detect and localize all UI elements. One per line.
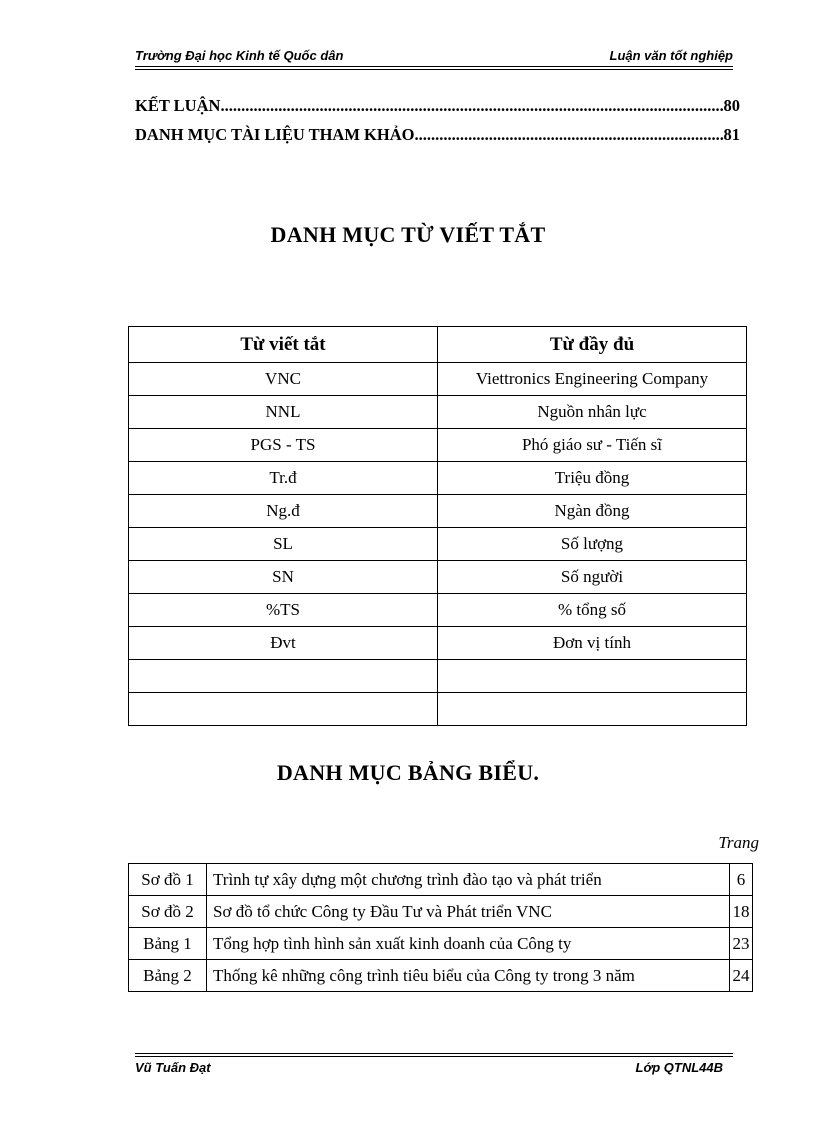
abbr-short: NNL bbox=[129, 396, 438, 429]
figure-title: Trình tự xây dựng một chương trình đào tạo và phát triển bbox=[207, 864, 730, 896]
footer-rule bbox=[135, 1053, 733, 1054]
figure-id: Sơ đồ 2 bbox=[129, 896, 207, 928]
abbr-full: Đơn vị tính bbox=[438, 627, 747, 660]
page-footer bbox=[135, 1060, 733, 1076]
abbr-full: % tổng số bbox=[438, 594, 747, 627]
figure-page: 23 bbox=[730, 928, 753, 960]
toc-leader bbox=[414, 125, 723, 145]
footer-class: Lớp QTNL44B bbox=[635, 1060, 723, 1075]
footer-author: Vũ Tuấn Đạt bbox=[135, 1060, 211, 1075]
tables-list-heading: DANH MỤC BẢNG BIỂU. bbox=[276, 760, 540, 785]
abbr-short: Đvt bbox=[129, 627, 438, 660]
empty-cell bbox=[438, 660, 747, 693]
empty-cell bbox=[129, 660, 438, 693]
table-row bbox=[129, 627, 747, 660]
table-row bbox=[129, 864, 753, 896]
figure-id: Bảng 2 bbox=[129, 960, 207, 992]
abbr-full: Phó giáo sư - Tiến sĩ bbox=[438, 429, 747, 462]
toc-page: 80 bbox=[723, 96, 740, 115]
table-row bbox=[129, 528, 747, 561]
figure-id: Sơ đồ 1 bbox=[129, 864, 207, 896]
table-row bbox=[129, 462, 747, 495]
abbr-short: SL bbox=[129, 528, 438, 561]
abbr-full: Số lượng bbox=[438, 528, 747, 561]
abbr-short: Ng.đ bbox=[129, 495, 438, 528]
figure-title: Thống kê những công trình tiêu biểu của Công ty trong 3 năm bbox=[207, 960, 730, 992]
col-header-short: Từ viết tắt bbox=[129, 327, 438, 363]
figure-page: 6 bbox=[730, 864, 753, 896]
figure-title: Sơ đồ tổ chức Công ty Đầu Tư và Phát triển VNC bbox=[207, 896, 730, 928]
page-header bbox=[135, 48, 733, 64]
abbr-short: PGS - TS bbox=[129, 429, 438, 462]
figure-page: 18 bbox=[730, 896, 753, 928]
figure-page: 24 bbox=[730, 960, 753, 992]
figure-id: Bảng 1 bbox=[129, 928, 207, 960]
table-row bbox=[129, 495, 747, 528]
table-row bbox=[129, 396, 747, 429]
abbr-full: Nguồn nhân lực bbox=[438, 396, 747, 429]
figure-title: Tổng hợp tình hình sản xuất kinh doanh của Công ty bbox=[207, 928, 730, 960]
toc-leader bbox=[220, 96, 723, 116]
empty-cell bbox=[129, 693, 438, 726]
table-row bbox=[129, 561, 747, 594]
abbr-short: Tr.đ bbox=[129, 462, 438, 495]
table-row bbox=[129, 896, 753, 928]
toc-title: DANH MỤC TÀI LIỆU THAM KHẢO bbox=[135, 125, 415, 144]
abbr-full: Ngàn đồng bbox=[438, 495, 747, 528]
toc-entry-conclusion bbox=[135, 96, 740, 116]
toc-entry-references bbox=[135, 125, 740, 145]
abbreviations-table bbox=[128, 326, 747, 726]
header-doc-type: Luận văn tốt nghiệp bbox=[609, 48, 733, 63]
abbreviations-heading: DANH MỤC TỪ VIẾT TẮT bbox=[270, 222, 546, 247]
abbr-short: %TS bbox=[129, 594, 438, 627]
header-rule-2 bbox=[135, 69, 733, 70]
abbr-full: Triệu đồng bbox=[438, 462, 747, 495]
header-rule bbox=[135, 66, 733, 67]
footer-rule-2 bbox=[135, 1056, 733, 1057]
empty-cell bbox=[438, 693, 747, 726]
page-column-label: Trang bbox=[718, 833, 759, 852]
table-row bbox=[129, 429, 747, 462]
table-row bbox=[129, 594, 747, 627]
abbr-short: SN bbox=[129, 561, 438, 594]
abbr-full: Viettronics Engineering Company bbox=[438, 363, 747, 396]
abbr-short: VNC bbox=[129, 363, 438, 396]
table-row bbox=[129, 363, 747, 396]
tables-list-table bbox=[128, 863, 753, 992]
col-header-full: Từ đầy đủ bbox=[438, 327, 747, 363]
table-row-empty bbox=[129, 693, 747, 726]
header-school: Trường Đại học Kinh tế Quốc dân bbox=[135, 48, 344, 63]
toc-page: 81 bbox=[723, 125, 740, 144]
table-row-empty bbox=[129, 660, 747, 693]
table-header-row bbox=[129, 327, 747, 363]
table-row bbox=[129, 960, 753, 992]
table-row bbox=[129, 928, 753, 960]
toc-title: KẾT LUẬN bbox=[135, 96, 221, 115]
abbr-full: Số người bbox=[438, 561, 747, 594]
